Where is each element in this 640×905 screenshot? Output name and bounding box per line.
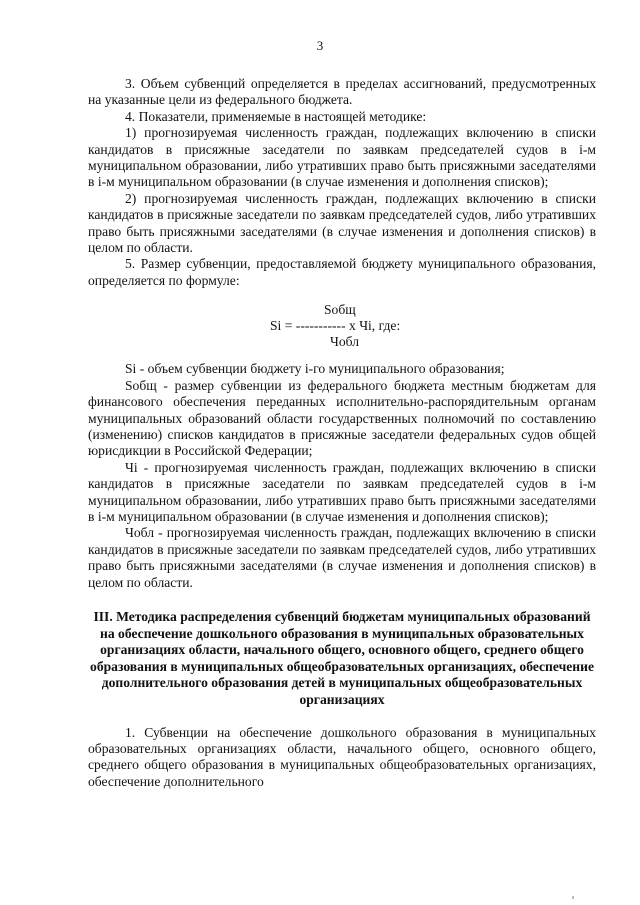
section-heading: III. Методика распределения субвенций бюджетам муниципальных образований на обеспечение дошкольного образования в муниципальных образовательных организациях области, начального общего, основного общего, среднего общего образования в муниципальных общеобразовательных организациях, обеспечение дополнительного образования детей в муниципальных общеобразовательных организациях [90, 608, 594, 707]
definition-si: Si - объем субвенции бюджету i-го муниципального образования; [125, 361, 505, 377]
paragraph-indicator-1: 1) прогнозируемая численность граждан, подлежащих включению в списки кандидатов в присяжные заседатели по заявкам председателей судов в i-м муниципальном образовании, либо утративших право быть присяжными заседателями в i-м муниципальном образовании (в случае изменения и дополнения списков); [88, 125, 596, 190]
formula-main: Si = ----------- x Чi, где: [270, 318, 401, 334]
page-number: 3 [316, 38, 324, 53]
paragraph-indicators: 4. Показатели, применяемые в настоящей методике: [125, 108, 427, 124]
formula [88, 293, 596, 355]
formula-numerator: Sобщ [324, 302, 356, 318]
definition-chobl: Чобл - прогнозируемая численность граждан, подлежащих включению в списки кандидатов в присяжные заседатели по заявкам председателей судов, либо утративших право быть присяжными заседателями (в случае изменения и дополнения списков) в целом по области. [88, 525, 596, 590]
paragraph-subsidy-volume: 3. Объем субвенций определяется в пределах ассигнований, предусмотренных на указанные цели из федерального бюджета. [88, 76, 596, 108]
paragraph-indicator-2: 2) прогнозируемая численность граждан, подлежащих включению в списки кандидатов в присяжные заседатели по заявкам председателей судов, либо утративших право быть присяжными заседателями (в случае изменения и дополнения списков) в целом по области. [88, 190, 596, 256]
definition-chi: Чi - прогнозируемая численность граждан, подлежащих включению в списки кандидатов в присяжные заседатели по заявкам председателей судов в i-м муниципальном образовании, либо утративших право быть присяжными заседателями в i-м муниципальном образовании (в случае изменения и дополнения списков); [88, 459, 596, 524]
section-paragraph-1: 1. Субвенции на обеспечение дошкольного образования в муниципальных образовательных организациях области, начального общего, основного общего, среднего общего образования в муниципальных общеобразовательных организациях, обеспечение дополнительного [88, 724, 596, 789]
formula-denominator: Чобл [330, 334, 359, 350]
document-body [88, 76, 596, 790]
scan-mark [572, 896, 574, 899]
definition-sobsh: Sобщ - размер субвенции из федерального бюджета местным бюджетам для финансового обеспечения переданных исполнительно-распорядительным органам муниципальных образований области государственных полномочий по составлению (изменению) списков кандидатов в присяжные заседатели федеральных судов общей юрисдикции в Российской Федерации; [88, 377, 596, 459]
paragraph-subsidy-size: 5. Размер субвенции, предоставляемой бюджету муниципального образования, определяется по формуле: [88, 256, 596, 288]
